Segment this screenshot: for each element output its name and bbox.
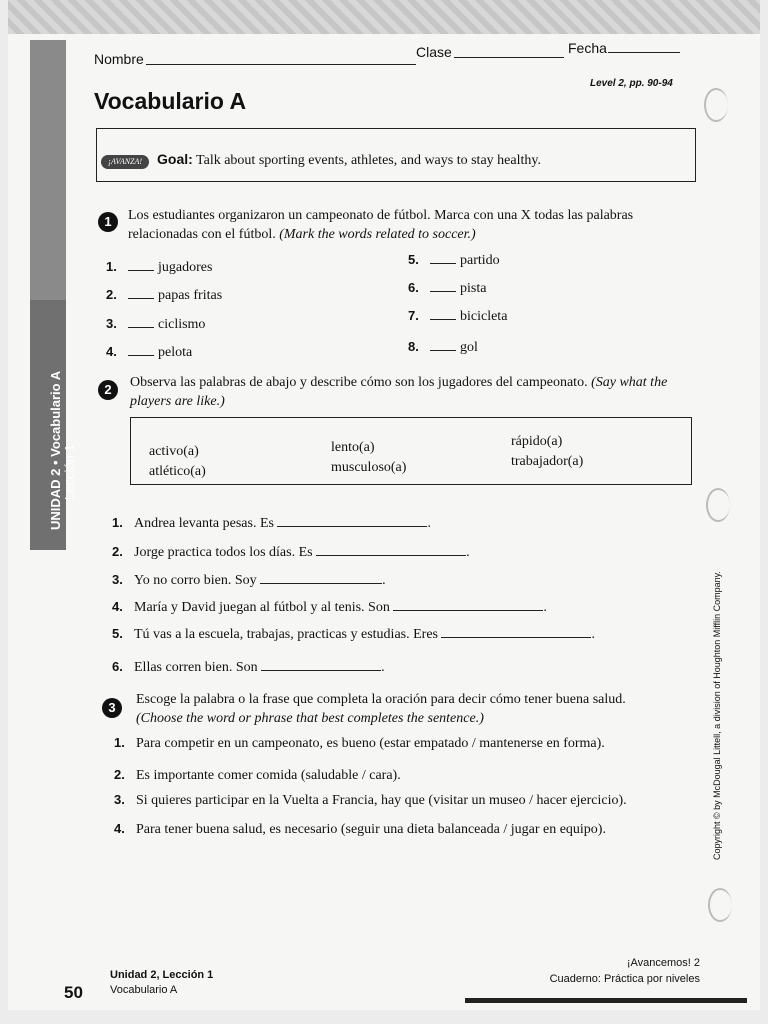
list-item: 2. papas fritas	[106, 287, 223, 303]
footer-workbook: Cuaderno: Práctica por niveles	[549, 973, 700, 985]
nombre-field[interactable]	[146, 64, 416, 65]
list-item: 7. bicicleta	[408, 308, 508, 324]
footer-book: ¡Avancemos! 2	[626, 957, 700, 969]
word-bank-word: activo(a)	[149, 444, 199, 459]
goal-description: Talk about sporting events, athletes, and ways to stay healthy.	[196, 153, 541, 168]
answer-blank[interactable]	[128, 315, 154, 328]
list-item: 4. pelota	[106, 344, 193, 360]
list-item: 6. Ellas corren bien. Son .	[112, 659, 385, 675]
goal-text	[157, 151, 541, 169]
list-item: 3. Si quieres participar en la Vuelta a Francia, hay que (visitar un museo / hacer ejercicio).	[114, 792, 627, 808]
page-number: 50	[64, 983, 83, 1002]
footer-section: Vocabulario A	[110, 984, 178, 996]
list-item: 6. pista	[408, 280, 487, 296]
answer-blank[interactable]	[128, 258, 154, 271]
side-tab	[46, 300, 77, 550]
section-3-number: 3	[102, 698, 122, 718]
goal-box	[96, 128, 696, 182]
binder-hole	[706, 488, 730, 522]
page-reference: Level 2, pp. 90-94	[590, 78, 673, 89]
footer-unit-lesson: Unidad 2, Lección 1	[110, 969, 214, 981]
answer-line[interactable]	[261, 658, 381, 671]
answer-blank[interactable]	[430, 338, 456, 351]
word-bank-word: rápido(a)	[511, 434, 563, 449]
section-1-instruction: Los estudiantes organizaron un campeonato de fútbol. Marca con una X todas las palabras relacionadas con el fútbol. (Mark the words related to soccer.)	[128, 208, 634, 242]
answer-line[interactable]	[393, 598, 543, 611]
section-2-instruction: Observa las palabras de abajo y describe cómo son los jugadores del campeonato. (Say what the players are like.)	[130, 375, 668, 409]
list-item: 5. partido	[408, 252, 500, 268]
answer-blank[interactable]	[128, 343, 154, 356]
decorative-header-band	[8, 0, 760, 34]
word-bank-box	[130, 417, 692, 485]
answer-blank[interactable]	[430, 251, 456, 264]
binder-hole	[704, 88, 728, 122]
list-item: 2. Jorge practica todos los días. Es .	[112, 544, 470, 560]
side-tab-lesson: Lección 1	[62, 444, 77, 500]
answer-line[interactable]	[316, 543, 466, 556]
word-bank-word: musculoso(a)	[331, 460, 407, 475]
list-item: 5. Tú vas a la escuela, trabajas, practicas y estudias. Eres .	[112, 626, 595, 642]
answer-blank[interactable]	[430, 307, 456, 320]
fecha-field[interactable]	[608, 52, 680, 53]
list-item: 3. Yo no corro bien. Soy .	[112, 572, 386, 588]
list-item: 8. gol	[408, 339, 478, 355]
word-bank-word: lento(a)	[331, 440, 375, 455]
list-item: 1. Para competir en un campeonato, es bueno (estar empatado / mantenerse en forma).	[114, 735, 605, 751]
section-2-number: 2	[98, 380, 118, 400]
answer-blank[interactable]	[128, 286, 154, 299]
list-item: 1. Andrea levanta pesas. Es .	[112, 515, 431, 531]
nombre-label: Nombre	[94, 51, 144, 67]
section-1-number: 1	[98, 212, 118, 232]
word-bank-word: trabajador(a)	[511, 454, 584, 469]
word-bank-word: atlético(a)	[149, 464, 206, 479]
list-item: 1. jugadores	[106, 259, 213, 275]
list-item: 4. Para tener buena salud, es necesario (seguir una dieta balanceada / jugar en equipo).	[114, 821, 606, 837]
avanza-badge: ¡AVANZA!	[101, 155, 149, 169]
fecha-label: Fecha	[568, 40, 607, 56]
clase-label: Clase	[416, 44, 452, 60]
footer-rule	[465, 998, 747, 1003]
answer-blank[interactable]	[430, 279, 456, 292]
page-title: Vocabulario A	[94, 88, 247, 114]
section-3-instruction: Escoge la palabra o la frase que completa la oración para decir cómo tener buena salud. (Choose the word or phrase that best completes the sentence.)	[136, 692, 626, 726]
list-item: 4. María y David juegan al fútbol y al tenis. Son .	[112, 599, 547, 615]
list-item: 3. ciclismo	[106, 316, 206, 332]
answer-line[interactable]	[441, 625, 591, 638]
binder-hole	[708, 888, 732, 922]
answer-line[interactable]	[260, 571, 382, 584]
list-item: 2. Es importante comer comida (saludable / cara).	[114, 767, 401, 783]
goal-label: Goal:	[157, 151, 193, 167]
clase-field[interactable]	[454, 57, 564, 58]
side-tab-unit: UNIDAD 2 • Vocabulario A	[48, 370, 63, 530]
answer-line[interactable]	[277, 514, 427, 527]
copyright-notice: Copyright © by McDougal Littell, a division of Houghton Mifflin Company.	[712, 571, 722, 860]
